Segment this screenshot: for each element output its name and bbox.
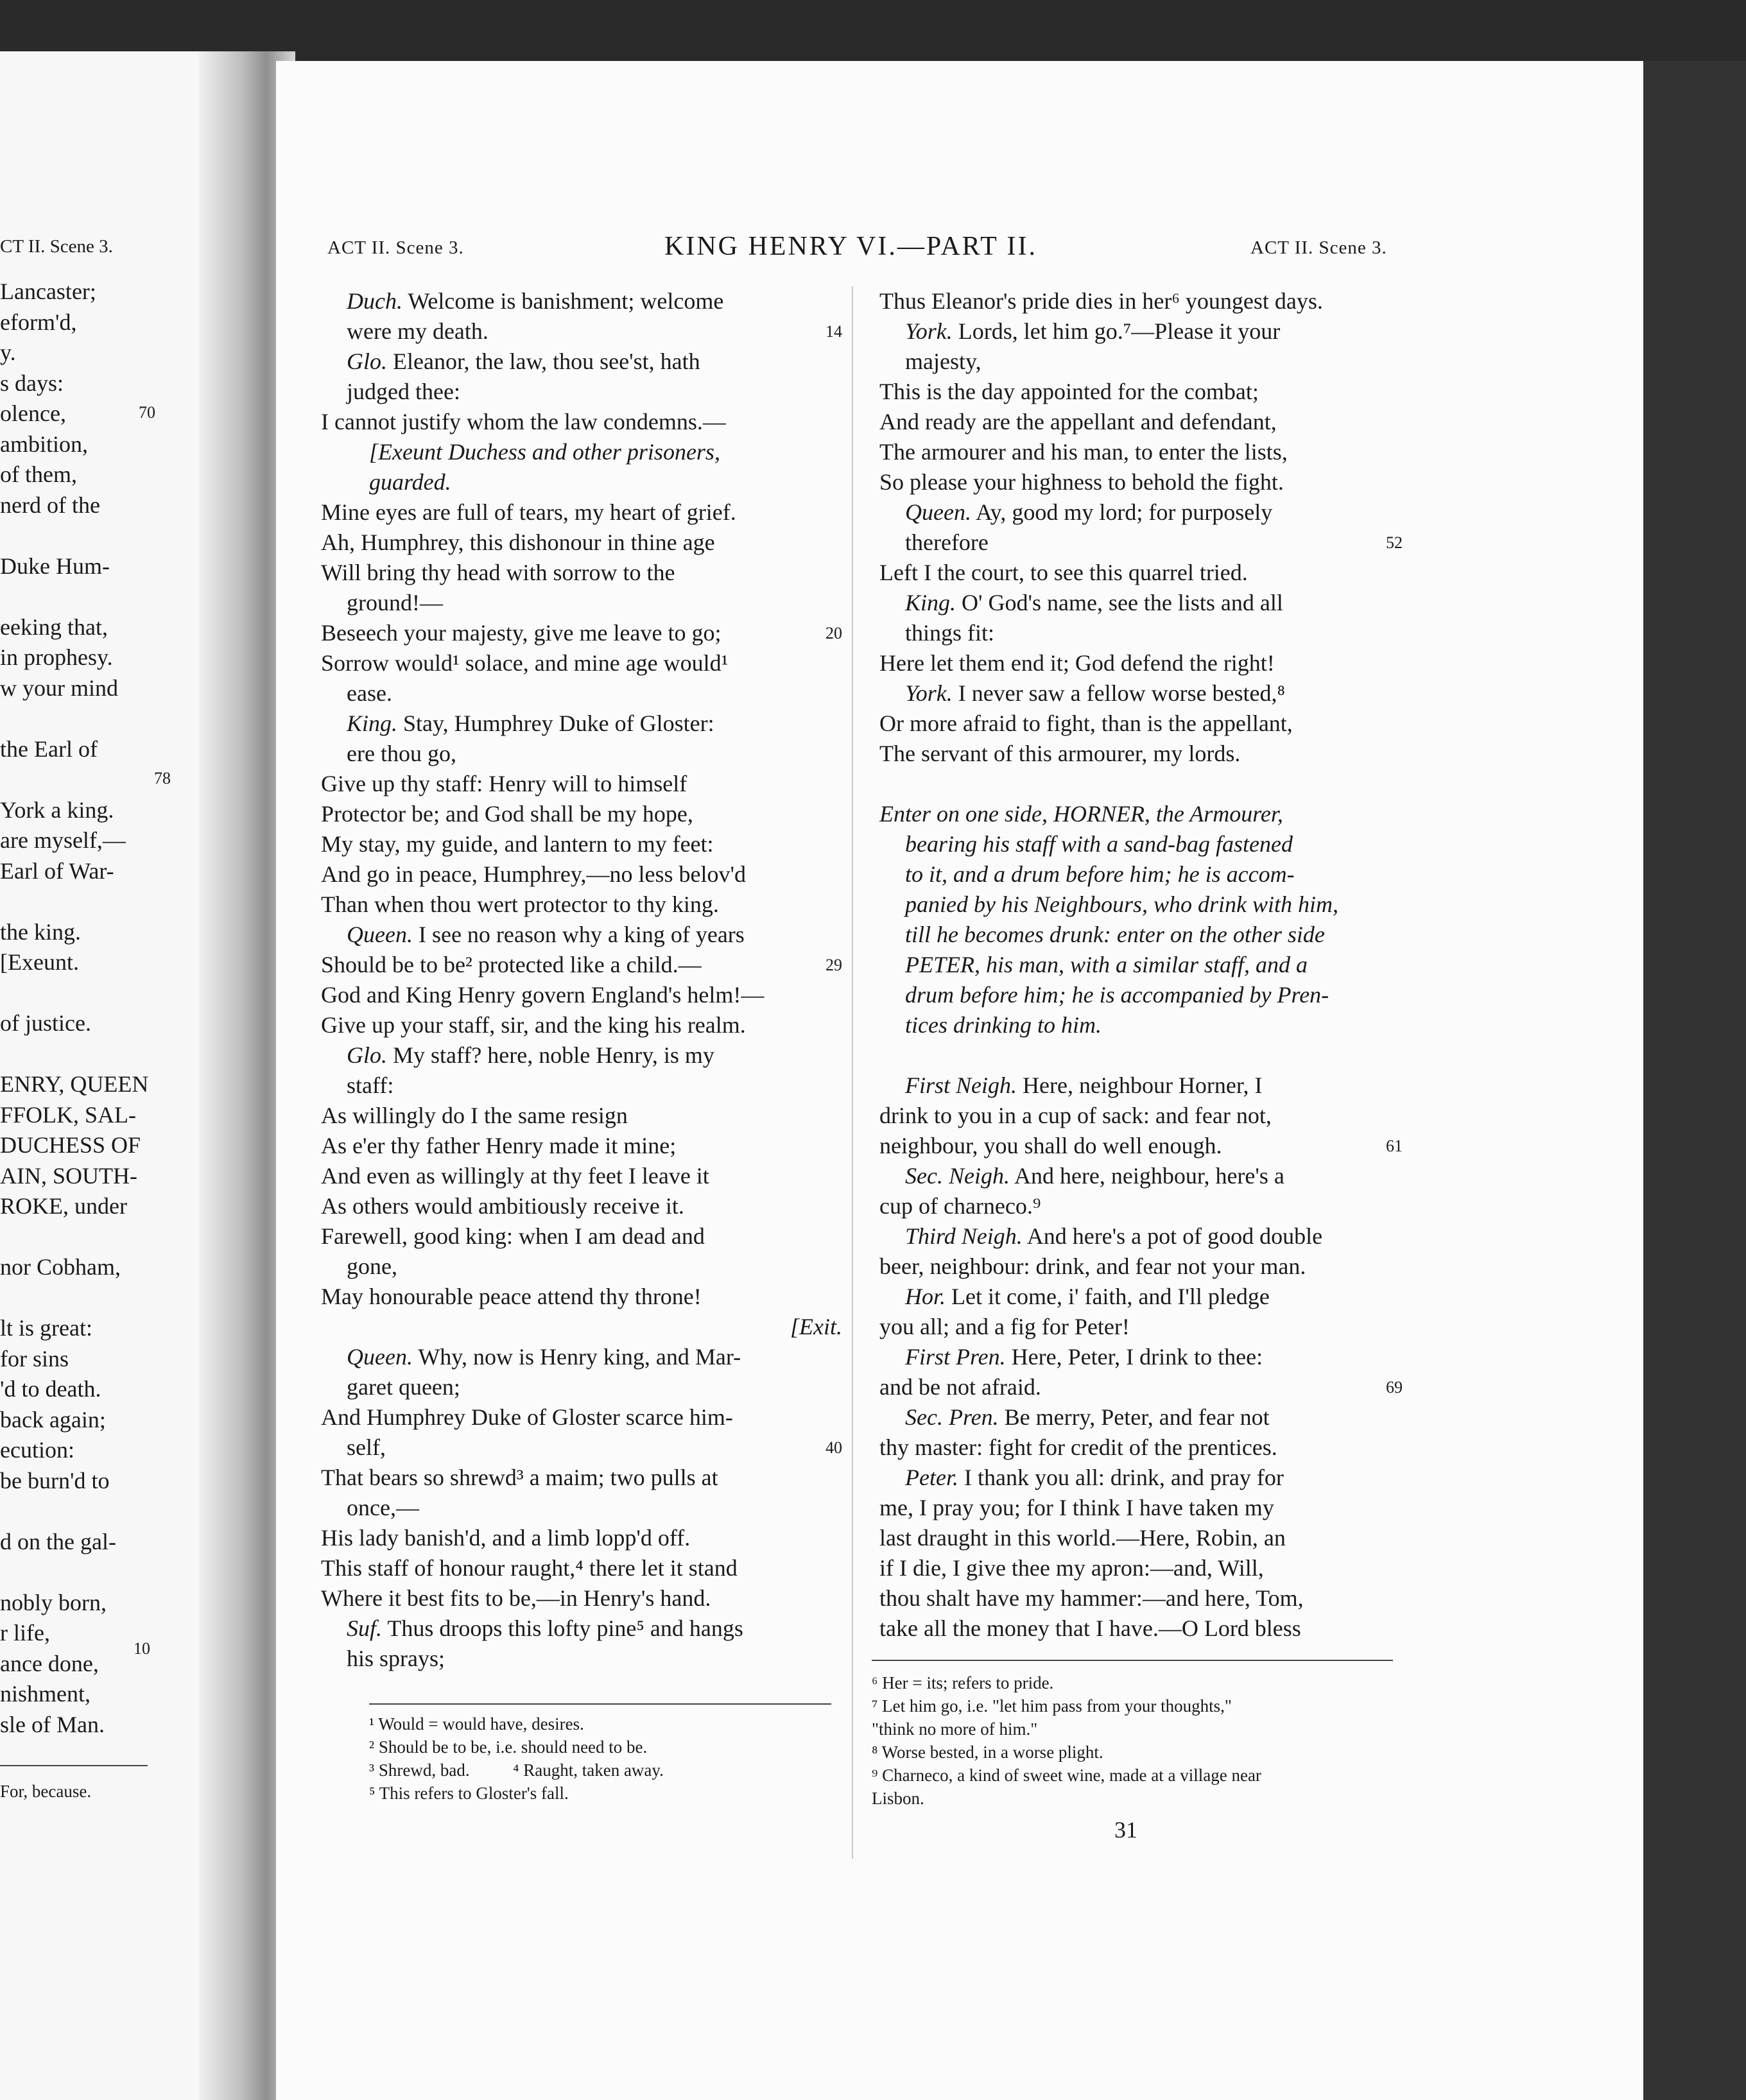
- footnote: Lisbon.: [872, 1789, 924, 1808]
- line-text: [Exeunt Duchess and other prisoners,: [369, 439, 720, 465]
- left-page-line: ambition,: [0, 431, 88, 457]
- line-text: I never saw a fellow worse bested,⁸: [952, 680, 1286, 706]
- left-page-line: ance done,: [0, 1650, 99, 1676]
- speaker-name: Third Neigh.: [905, 1223, 1023, 1249]
- verse-line: [879, 678, 1403, 709]
- line-text: Here, Peter, I drink to thee:: [1005, 1344, 1263, 1370]
- verse-line: [321, 377, 842, 407]
- line-text: That bears so shrewd³ a maim; two pulls at: [321, 1465, 718, 1490]
- verse-line: [879, 769, 1403, 799]
- left-page-line: d on the gal-: [0, 1528, 116, 1554]
- line-text: if I die, I give thee my apron:—and, Will,: [879, 1555, 1264, 1581]
- line-text: Give up thy staff: Henry will to himself: [321, 771, 687, 796]
- footnote: ⁷ Let him go, i.e. "let him pass from your thoughts,": [872, 1696, 1232, 1716]
- speaker-name: King.: [905, 590, 956, 615]
- footnote: ⁵ This refers to Gloster's fall.: [369, 1784, 569, 1803]
- line-text: last draught in this world.—Here, Robin, an: [879, 1525, 1286, 1551]
- verse-line: [321, 1161, 842, 1191]
- line-text: PETER, his man, with a similar staff, and a: [905, 952, 1308, 977]
- footnote: ² Should be to be, i.e. should need to be.: [369, 1737, 648, 1757]
- line-text: As e'er thy father Henry made it mine;: [321, 1133, 677, 1158]
- line-text: [Exit.: [790, 1314, 842, 1339]
- verse-line: [879, 1101, 1403, 1131]
- verse-line: [321, 1312, 842, 1342]
- left-page-line: AIN, SOUTH-: [0, 1162, 137, 1189]
- verse-line: [321, 829, 842, 859]
- line-text: Or more afraid to fight, than is the appellant,: [879, 710, 1293, 736]
- speaker-name: Sec. Neigh.: [905, 1163, 1010, 1189]
- footnote: ⁹ Charneco, a kind of sweet wine, made at a village near: [872, 1766, 1261, 1785]
- speaker-name: Hor.: [905, 1284, 946, 1309]
- line-text: to it, and a drum before him; he is accom-: [905, 861, 1295, 887]
- line-text: And even as willingly at thy feet I leave it: [321, 1163, 709, 1189]
- line-text: I see no reason why a king of years: [412, 922, 745, 947]
- left-page-line: nobly born,: [0, 1589, 107, 1615]
- left-page-line: the king.: [0, 918, 81, 945]
- line-text: gone,: [347, 1253, 397, 1279]
- left-page-line: nerd of the: [0, 492, 100, 518]
- verse-line: [879, 1614, 1403, 1644]
- speaker-name: Suf.: [347, 1615, 383, 1641]
- line-text: The armourer and his man, to enter the lists,: [879, 439, 1288, 465]
- verse-line: [879, 407, 1403, 437]
- verse-line: [879, 1010, 1403, 1040]
- line-text: Enter on one side, HORNER, the Armourer,: [879, 801, 1283, 827]
- verse-line: [879, 1312, 1403, 1342]
- left-page-header: CT II. Scene 3.: [0, 236, 113, 257]
- left-page-line: nishment,: [0, 1681, 91, 1707]
- verse-line: [321, 1101, 842, 1131]
- speaker-name: Sec. Pren.: [905, 1404, 999, 1430]
- verse-line: [321, 799, 842, 829]
- line-text: Here, neighbour Horner, I: [1017, 1072, 1263, 1098]
- line-text: Protector be; and God shall be my hope,: [321, 801, 693, 827]
- verse-line: [879, 890, 1403, 920]
- verse-line: [321, 920, 842, 950]
- line-text: Let it come, i' faith, and I'll pledge: [946, 1284, 1270, 1309]
- left-page-line: FFOLK, SAL-: [0, 1101, 137, 1128]
- line-number: 61: [1386, 1137, 1403, 1155]
- verse-line: [321, 286, 842, 316]
- line-text: neighbour, you shall do well enough.: [879, 1133, 1222, 1158]
- verse-line: [321, 890, 842, 920]
- verse-line: [879, 1282, 1403, 1312]
- page-number: 31: [1114, 1817, 1137, 1843]
- line-text: As others would ambitiously receive it.: [321, 1193, 684, 1219]
- line-text: So please your highness to behold the fight.: [879, 469, 1284, 495]
- speaker-name: King.: [347, 710, 398, 736]
- verse-line: [321, 1463, 842, 1493]
- line-text: Give up your staff, sir, and the king his realm.: [321, 1012, 746, 1038]
- verse-line: [879, 1161, 1403, 1191]
- line-text: Sorrow would¹ solace, and mine age would¹: [321, 650, 729, 676]
- line-text: take all the money that I have.—O Lord bless: [879, 1615, 1301, 1641]
- line-text: Where it best fits to be,—in Henry's hand.: [321, 1585, 711, 1611]
- line-text: Here let them end it; God defend the right!: [879, 650, 1275, 676]
- verse-line: [879, 1191, 1403, 1221]
- verse-line: [879, 437, 1403, 467]
- left-page-line: Earl of War-: [0, 857, 114, 884]
- footnote: ³ Shrewd, bad. ⁴ Raught, taken away.: [369, 1760, 664, 1780]
- verse-line: [879, 859, 1403, 890]
- verse-line: [321, 467, 842, 497]
- left-page-line: back again;: [0, 1406, 106, 1433]
- book-edge: [1643, 61, 1746, 2100]
- line-text: drink to you in a cup of sack: and fear not,: [879, 1103, 1272, 1128]
- verse-line: [321, 1614, 842, 1644]
- left-page-line: the Earl of: [0, 736, 98, 762]
- verse-line: [321, 407, 842, 437]
- line-text: majesty,: [905, 349, 981, 374]
- verse-line: [879, 1342, 1403, 1372]
- line-text: judged thee:: [347, 379, 460, 404]
- verse-line: [321, 1071, 842, 1101]
- speaker-name: First Neigh.: [905, 1072, 1017, 1098]
- line-text: you all; and a fig for Peter!: [879, 1314, 1130, 1339]
- verse-line: [879, 1433, 1403, 1463]
- verse-line: [879, 497, 1403, 528]
- line-text: And ready are the appellant and defendant,: [879, 409, 1277, 435]
- line-text: And Humphrey Duke of Gloster scarce him-: [321, 1404, 733, 1430]
- verse-line: [321, 1342, 842, 1372]
- verse-line: [321, 1433, 842, 1463]
- left-page-line: be burn'd to: [0, 1467, 110, 1493]
- verse-line: [879, 1463, 1403, 1493]
- left-page-line-number: 78: [154, 769, 171, 788]
- line-text: My stay, my guide, and lantern to my feet:: [321, 831, 714, 857]
- left-page-line: r life,: [0, 1620, 50, 1646]
- verse-line: [321, 950, 842, 980]
- verse-line: [879, 648, 1403, 678]
- line-text: me, I pray you; for I think I have taken my: [879, 1495, 1274, 1520]
- speaker-name: Queen.: [347, 922, 413, 947]
- running-header-left: ACT II. Scene 3.: [327, 237, 464, 258]
- speaker-name: Glo.: [347, 349, 387, 374]
- verse-line: [879, 1071, 1403, 1101]
- verse-line: [879, 588, 1403, 618]
- verse-line: [321, 1493, 842, 1523]
- line-number: 20: [825, 624, 842, 642]
- footnote-rule-right: [872, 1660, 1393, 1661]
- line-text: Lords, let him go.⁷—Please it your: [952, 318, 1281, 344]
- line-text: bearing his staff with a sand-bag fastened: [905, 831, 1293, 857]
- verse-line: [879, 1040, 1403, 1071]
- left-page-line: ecution:: [0, 1437, 74, 1463]
- verse-line: [879, 829, 1403, 859]
- verse-line: [879, 558, 1403, 588]
- left-page-line: 'd to death.: [0, 1376, 101, 1402]
- left-page-line: in prophesy.: [0, 644, 113, 670]
- left-page-line: DUCHESS OF: [0, 1132, 141, 1158]
- line-text: once,—: [347, 1495, 419, 1520]
- speaker-name: Duch.: [347, 288, 402, 314]
- left-page-line: w your mind: [0, 675, 118, 701]
- verse-line: [321, 1221, 842, 1252]
- left-page-line: olence,: [0, 400, 66, 426]
- verse-line: [321, 618, 842, 648]
- line-text: Stay, Humphrey Duke of Gloster:: [397, 710, 714, 736]
- speaker-name: Peter.: [905, 1465, 958, 1490]
- verse-line: [879, 1583, 1403, 1614]
- line-text: ere thou go,: [347, 741, 456, 766]
- verse-line: [879, 286, 1403, 316]
- verse-line: [321, 1523, 842, 1553]
- verse-line: [879, 1553, 1403, 1583]
- line-text: tices drinking to him.: [905, 1012, 1102, 1038]
- left-page-line: eform'd,: [0, 309, 77, 335]
- line-number: 29: [825, 956, 842, 974]
- left-page-footnote-rule: [0, 1765, 148, 1766]
- left-page-line: Lancaster;: [0, 279, 96, 304]
- line-text: This is the day appointed for the combat;: [879, 379, 1259, 404]
- line-text: Eleanor, the law, thou see'st, hath: [387, 349, 700, 374]
- line-text: And here, neighbour, here's a: [1009, 1163, 1284, 1189]
- footnote: "think no more of him.": [872, 1719, 1038, 1739]
- line-text: things fit:: [905, 620, 995, 646]
- line-text: were my death.: [347, 318, 488, 344]
- line-text: The servant of this armourer, my lords.: [879, 741, 1241, 766]
- verse-line: [321, 1252, 842, 1282]
- line-text: And here's a pot of good double: [1022, 1223, 1323, 1249]
- line-text: Will bring thy head with sorrow to the: [321, 560, 675, 585]
- line-text: Should be to be² protected like a child.—: [321, 952, 702, 977]
- line-number: 52: [1386, 533, 1403, 552]
- verse-line: [321, 648, 842, 678]
- left-page-line: are myself,—: [0, 827, 126, 853]
- line-text: panied by his Neighbours, who drink with him,: [905, 891, 1338, 917]
- left-page-line: Duke Hum-: [0, 553, 110, 579]
- verse-line: [321, 1402, 842, 1433]
- left-page-line: for sins: [0, 1345, 69, 1372]
- verse-line: [879, 316, 1403, 347]
- line-text: till he becomes drunk: enter on the other side: [905, 922, 1325, 947]
- verse-line: [321, 1372, 842, 1402]
- line-text: Why, now is Henry king, and Mar-: [412, 1344, 741, 1370]
- left-page-line: lt is great:: [0, 1315, 92, 1341]
- verse-line: [879, 377, 1403, 407]
- verse-line: [321, 859, 842, 890]
- left-page-footnote: For, because.: [0, 1782, 92, 1801]
- line-text: guarded.: [369, 469, 451, 495]
- verse-line: [321, 528, 842, 558]
- verse-line: [879, 980, 1403, 1010]
- verse-line: [879, 467, 1403, 497]
- line-text: Ah, Humphrey, this dishonour in thine age: [321, 529, 715, 555]
- left-page-line: eeking that,: [0, 614, 108, 640]
- line-text: Beseech your majesty, give me leave to go;: [321, 620, 722, 646]
- left-page-line: nor Cobham,: [0, 1254, 121, 1280]
- verse-line: [879, 347, 1403, 377]
- speaker-name: Queen.: [905, 499, 971, 525]
- verse-line: [321, 347, 842, 377]
- verse-line: [321, 558, 842, 588]
- line-number: 40: [825, 1438, 842, 1457]
- verse-line: [321, 678, 842, 709]
- verse-line: [879, 799, 1403, 829]
- line-text: thou shalt have my hammer:—and here, Tom,: [879, 1585, 1304, 1611]
- verse-line: [879, 1523, 1403, 1553]
- speaker-name: First Pren.: [905, 1344, 1006, 1370]
- line-text: Ay, good my lord; for purposely: [971, 499, 1273, 525]
- left-page-line: of them,: [0, 461, 77, 487]
- line-number: 69: [1386, 1378, 1403, 1397]
- line-number: 14: [825, 322, 842, 341]
- line-text: May honourable peace attend thy throne!: [321, 1284, 702, 1309]
- verse-line: [879, 709, 1403, 739]
- line-text: Mine eyes are full of tears, my heart of grief.: [321, 499, 736, 525]
- verse-line: [879, 1372, 1403, 1402]
- line-text: Left I the court, to see this quarrel tried.: [879, 560, 1248, 585]
- footnote: ¹ Would = would have, desires.: [369, 1714, 584, 1734]
- verse-line: [879, 618, 1403, 648]
- line-text: his sprays;: [347, 1646, 445, 1671]
- verse-line: [321, 1282, 842, 1312]
- left-page-line: sle of Man.: [0, 1711, 105, 1737]
- text-column-right: [879, 286, 1403, 1644]
- footnote: ⁶ Her = its; refers to pride.: [872, 1673, 1054, 1692]
- line-text: therefore: [905, 529, 989, 555]
- line-text: My staff? here, noble Henry, is my: [387, 1042, 714, 1068]
- verse-line: [879, 1402, 1403, 1433]
- verse-line: [321, 437, 842, 467]
- verse-line: [879, 1131, 1403, 1161]
- footnote: ⁸ Worse bested, in a worse plight.: [872, 1743, 1103, 1762]
- verse-line: [879, 920, 1403, 950]
- left-page-line: ROKE, under: [0, 1193, 127, 1219]
- line-text: And go in peace, Humphrey,—no less belov'd: [321, 861, 747, 887]
- verse-line: [879, 739, 1403, 769]
- line-text: I cannot justify whom the law condemns.—: [321, 409, 726, 435]
- verse-line: [321, 588, 842, 618]
- line-text: God and King Henry govern England's helm!—: [321, 982, 765, 1008]
- left-page-line: y.: [0, 340, 16, 365]
- verse-line: [321, 980, 842, 1010]
- line-text: self,: [347, 1434, 386, 1460]
- line-text: Thus droops this lofty pine⁵ and hangs: [382, 1615, 743, 1641]
- speaker-name: York.: [905, 318, 953, 344]
- line-text: staff:: [347, 1072, 394, 1098]
- line-text: thy master: fight for credit of the prentices.: [879, 1434, 1277, 1460]
- speaker-name: York.: [905, 680, 953, 706]
- line-text: garet queen;: [347, 1374, 460, 1400]
- left-page-line-number: 10: [134, 1639, 150, 1658]
- speaker-name: Queen.: [347, 1344, 413, 1370]
- verse-line: [321, 1010, 842, 1040]
- verse-line: [321, 709, 842, 739]
- line-text: His lady banish'd, and a limb lopp'd off.: [321, 1525, 691, 1551]
- verse-line: [321, 497, 842, 528]
- verse-line: [321, 769, 842, 799]
- left-page-line: [Exeunt.: [0, 949, 79, 975]
- verse-line: [321, 1040, 842, 1071]
- line-text: beer, neighbour: drink, and fear not your man.: [879, 1253, 1306, 1279]
- verse-line: [321, 316, 842, 347]
- left-page-line: York a king.: [0, 796, 114, 823]
- line-text: Thus Eleanor's pride dies in her⁶ youngest days.: [879, 288, 1323, 314]
- line-text: ease.: [347, 680, 392, 706]
- verse-line: [321, 739, 842, 769]
- line-text: cup of charneco.⁹: [879, 1193, 1041, 1219]
- left-page-line: ENRY, QUEEN: [0, 1071, 149, 1097]
- left-page-line: s days:: [0, 370, 64, 396]
- left-page-line: of justice.: [0, 1010, 91, 1036]
- speaker-name: Glo.: [347, 1042, 387, 1068]
- verse-line: [879, 1493, 1403, 1523]
- text-column-left: [321, 286, 842, 1674]
- verse-line: [321, 1131, 842, 1161]
- line-text: I thank you all: drink, and pray for: [958, 1465, 1284, 1490]
- verse-line: [879, 1252, 1403, 1282]
- line-text: and be not afraid.: [879, 1374, 1041, 1400]
- running-title: KING HENRY VI.—PART II.: [664, 232, 1038, 261]
- line-text: Farewell, good king: when I am dead and: [321, 1223, 705, 1249]
- line-text: ground!—: [347, 590, 443, 615]
- line-text: This staff of honour raught,⁴ there let it stand: [321, 1555, 738, 1581]
- line-text: Than when thou wert protector to thy king.: [321, 891, 719, 917]
- verse-line: [321, 1583, 842, 1614]
- verse-line: [879, 950, 1403, 980]
- verse-line: [879, 528, 1403, 558]
- line-text: drum before him; he is accompanied by Pren-: [905, 982, 1329, 1008]
- verse-line: [321, 1191, 842, 1221]
- verse-line: [321, 1553, 842, 1583]
- line-text: O' God's name, see the lists and all: [956, 590, 1283, 615]
- verse-line: [321, 1644, 842, 1674]
- left-page-line-number: 70: [139, 403, 155, 422]
- verse-line: [879, 1221, 1403, 1252]
- line-text: Welcome is banishment; welcome: [402, 288, 724, 314]
- footnote-rule-left: [369, 1703, 831, 1705]
- line-text: Be merry, Peter, and fear not: [998, 1404, 1270, 1430]
- line-text: As willingly do I the same resign: [321, 1103, 628, 1128]
- column-divider: [852, 286, 853, 1859]
- running-header-right: ACT II. Scene 3.: [1250, 237, 1387, 258]
